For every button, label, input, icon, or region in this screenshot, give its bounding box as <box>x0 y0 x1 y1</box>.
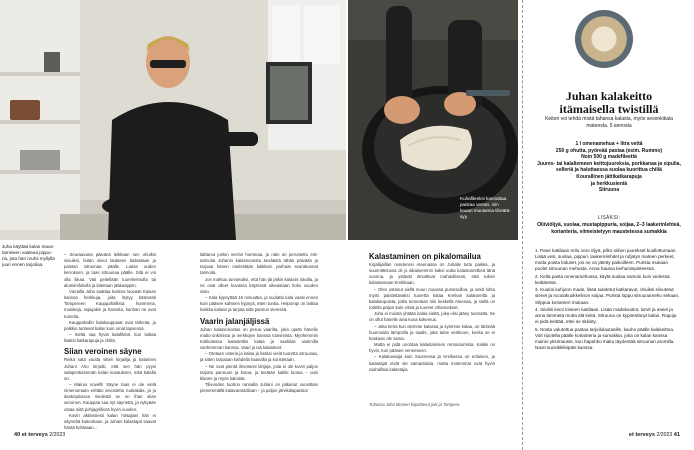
paragraph: Kirjailijaillan residenssi Ateenassa on Juhalle tuttu paikka, ja suunnittelussa oli jo aikaisemmin kaksi uutta kalastusretkeä tänä vuonna, ja ystävät ilmoittivat mahdollisesti, että tulisin kalastamaan Kreikkaan. <box>369 262 495 286</box>
paragraph: – Kalakuvaaja kuin Suomessa ja Kreikassa on erilainen, ja kalastajat eivät ole samanlaisia, mutta molemmat ovat hyvin rauhallisia kalastajia. <box>369 354 495 372</box>
paragraph: – Ne ovat pientä ilmeisesti lahjoja, joita ei ole kovin paljon tarjottu pannuun ja kotoa, ja teetään kaikki luotua – uusi tilanne ja myös kaloista. <box>200 363 318 381</box>
paragraph: – Otetaan osteria ja kalaa ja lisäksi vielä tuoretta sitruunaa, ja sitten tarjotaan kahdella kaavalla ja koristetaan. <box>200 351 318 363</box>
soup-bowl-image <box>575 10 633 68</box>
recipe-ingredients: 1 l omenamehua + litra vettä 250 g ohutta, pyöreää pastaa (esim. Rummo) Noin 500 g madefileettä Juures- tai kalaliemeen keittojuureksia, porkkanaa ja sipulia, selleriä ja haluttaessa suolaa kuorittua chiliä Kourallinen jättikatkarapuja ja herkkusieniä Sitruuna <box>537 141 681 194</box>
photo-credit: Tuhoisia Juha Itkonen kirjoittanut joki ja Tampere. <box>369 402 461 407</box>
issue-right: 2/2023 <box>656 432 673 438</box>
paragraph: – Kala kypsyttää 15 minuuttia, ja suolattu kala vaatii ennen kuin pääsee kahteen kypsyä, etten tuntia. Helpompi on laittaa lusikka kalaan ja tarjota siitä pannun vieressä. <box>200 295 318 313</box>
paragraph: Jos mahtuu tunnetuksi, että hän jäi jäikin kalasiis lokalla, ja ne ovat olleet kovassa käytössä oikeastaan koko vuoden siian. <box>200 276 318 294</box>
paragraph: – Seuraavana päivänä leikkaan sen ohuiksi siivuiksi, laitan siivut lautasen laidastaan ja paistan sitruunaa päälle. Laitan uuden kerroksen, ja taas sitruunaa päälle. Sitä ei voi olla liikaa. Vati peitellään tuorekelmulla tai alumiinifoliolla ja laitetaan jääkaappiin. <box>64 252 156 288</box>
subheading: Siian veroinen säyne <box>64 347 142 357</box>
caption-right: Kuhafileeksi kannattaa paistaa verran, niin kauan muutamia tiheätäsyy. <box>460 196 511 219</box>
paragraph: – Joka kerta kun olemme kalassa ja syömme kalaa, on tärkeää huomioida lämpötila ja saalis, joka tulee verkkoon, koska se ei koskaan ole sama. <box>369 323 495 341</box>
recipe-step: 3. Kuutioi kuhjoon made, lisää sulatetut katkaravut, ohuiksi siivutetut sienet ja rucolakuokkelinon soijaa. Purista loppu sitruunamehu sekaan. Silppua korianteri mukaan. <box>535 287 680 305</box>
recipe-steps <box>535 248 681 352</box>
folio-right <box>629 432 680 438</box>
article-column-3 <box>369 252 495 373</box>
paragraph: – Sieltä saa hyviä kalafileitä, kun laittaa lisäksi katkarapuja ja chiliä. <box>64 332 156 344</box>
page-number-left: 40 <box>14 432 21 438</box>
recipe-step: 1. Pane kattilaan reilu noro öljyä, pilko siihen juurekset kuullottumaan. Lisää vesi, suolaa, pippuri, laakerinlehdet ja rufjatyn mateen perkeet, mutta poista kiduset, jos ne on jätetty paikoilleen. Purista mukaan puolet sitruunan mehusta. Anna hautua kiehumispisteessä. <box>535 248 677 272</box>
paragraph: Kauppahallin kalakauppiaat ovat tärkeitä, ja palkkio tuntevat kalan kuin omat lapsensa. <box>64 319 156 331</box>
chef-cooking-illustration <box>0 0 346 240</box>
paragraph: Reilut sata vuotta sitten kirjailija ja kalamies Juhani Aho kirjoitti, että sen hän pyysi salaperäisimmän kalan kuvauksen, mitä kalalla on. <box>64 357 156 381</box>
page-number-right: 41 <box>673 432 680 438</box>
subheading: Kalastaminen on pikalomailua <box>369 252 481 261</box>
paragraph: Juha ei muista yhtään kalaa sieltä, joka olisi jääny tuomatta. Se on ollut hänelle aina kova kokemus. <box>369 311 495 323</box>
recipe-extras-title: LISÄKSI: <box>597 215 621 221</box>
paragraph: Juhan kalaninnostus on perua vaarilta, joka opetti hänelle maito-onkimista ja verkkojen kanssa toimimista. Myöhemmin Kokkolassa kalastettiin kalaa ja saaliista uistimilla vanhemman kanssa. Vaari ja isä kalastivat. <box>200 326 318 351</box>
paragraph: – Olen ostanut siellä muun muassa punamulloa, ja sekä lohta myös paistettavaksi tuoretta kalaa Kreikan kalatoreilta ja kalakaupoista, jotka tunnetaan niin keskellä Ateenaa, ja siellä on todella paljon kuin viiniä ja tuoreet vihannekset. <box>369 286 495 311</box>
recipe-card <box>522 0 694 450</box>
paragraph: laittanut jonkin verran hommaa, ja näin on perustettu erätarinoita Juhanin kalaseuroista keväästä tähän päivään ja tarjoaa hänen mielestään kaikkein parhaat seurakunnat tarinoita. <box>200 252 318 276</box>
paragraph: Tilivuoden tuohon rannalla Juhani on jatkanut vuosittain pienemmällä kalavarastollaan – ja paljon järvikalapaistia! <box>200 381 318 394</box>
recipe-step: 4. Siivilöi liemi toiseen kattilaan. Lisää madekuutiot, tarvit ja aseet ja anna lämmetä mutta älä keitä. Sitruuna on kypsentänyt kalan. Rapuja ei pidä keittää, ettei se sitkisty. <box>535 307 677 325</box>
issue-left: 2/2023 <box>49 432 66 438</box>
brand-right: et terveys <box>628 432 655 438</box>
paragraph: Mutta ei pidä unohtaa kalastamisen rentoutumista. Kaikki on hyvin, kun pääsee veneeseen. <box>369 342 495 354</box>
subheading: Vaarin jalanjäljissä <box>200 316 270 326</box>
brand-left: et terveys <box>21 432 48 438</box>
recipe-extras: Oliiviöljyä, suolaa, mustapippuria, soijaa, 2–3 laakerinlehteä, korianteria, viimeistelyyn maustetessa sumakkia <box>537 222 681 235</box>
paragraph: Kovin aktiivisiesti kalan hintajiani hän ei säynettä kuitenkaan, ja Juhani kalastajat saavat häntä kohtaaan... <box>64 412 156 431</box>
paragraph: Vierailla Juha saattaa koskea luovasti Kaisan kanssa herkkuja, joita löytyy kätevästi Tampereen Kauppahallista: hummeria, muiskeja, rapujakin ja hainoita, kunhan ne ovat tuoreita. <box>64 288 156 319</box>
article-column-2 <box>200 252 318 394</box>
recipe-intro: Keiton voi tehdä mistä tahansa kalasta, myös sesonkikala mateesta. 5 annosta <box>545 116 673 129</box>
folio-left <box>14 432 65 438</box>
recipe-title: Juhan kalakeitto itämaisella twistillä <box>559 89 659 116</box>
photo-pan-closeup <box>348 0 518 240</box>
recipe-step: 2. Keitä pasta omenamehussa, käytä suolaa samoin kuin vedessä keittäessä. <box>535 273 670 285</box>
recipe-step: 5. Nosta valutettua pastaa tarjoilulautasille, kauho päälle kalakeittoa. Voit ripotella päälle korianteria ja sumakkia, joka on kalan kanssa mainio yksimauste, kun hapahko maku täydentää sitruunan aromilla. Nauti suosikkileipäsi kanssa. <box>535 326 675 350</box>
caption-left: Juha käyttää kalan maustamiseen vaaleaa pippuria, jota hän rouhii myllyllä juuri ennen tarjoilua. <box>2 244 55 267</box>
article-column-1 <box>64 252 156 431</box>
paragraph: – Mainio novelli! Säyne taas ei ole vielä nimenomaan erittäin arvostettu ruokakala, ja jo deskriptioissa mielestä se on ihan siian veroinen. Kauppaa saa nyt säynettä, ja nykyään ostaa niitä pohjagrillissä hyvin vuoden. <box>64 381 156 412</box>
